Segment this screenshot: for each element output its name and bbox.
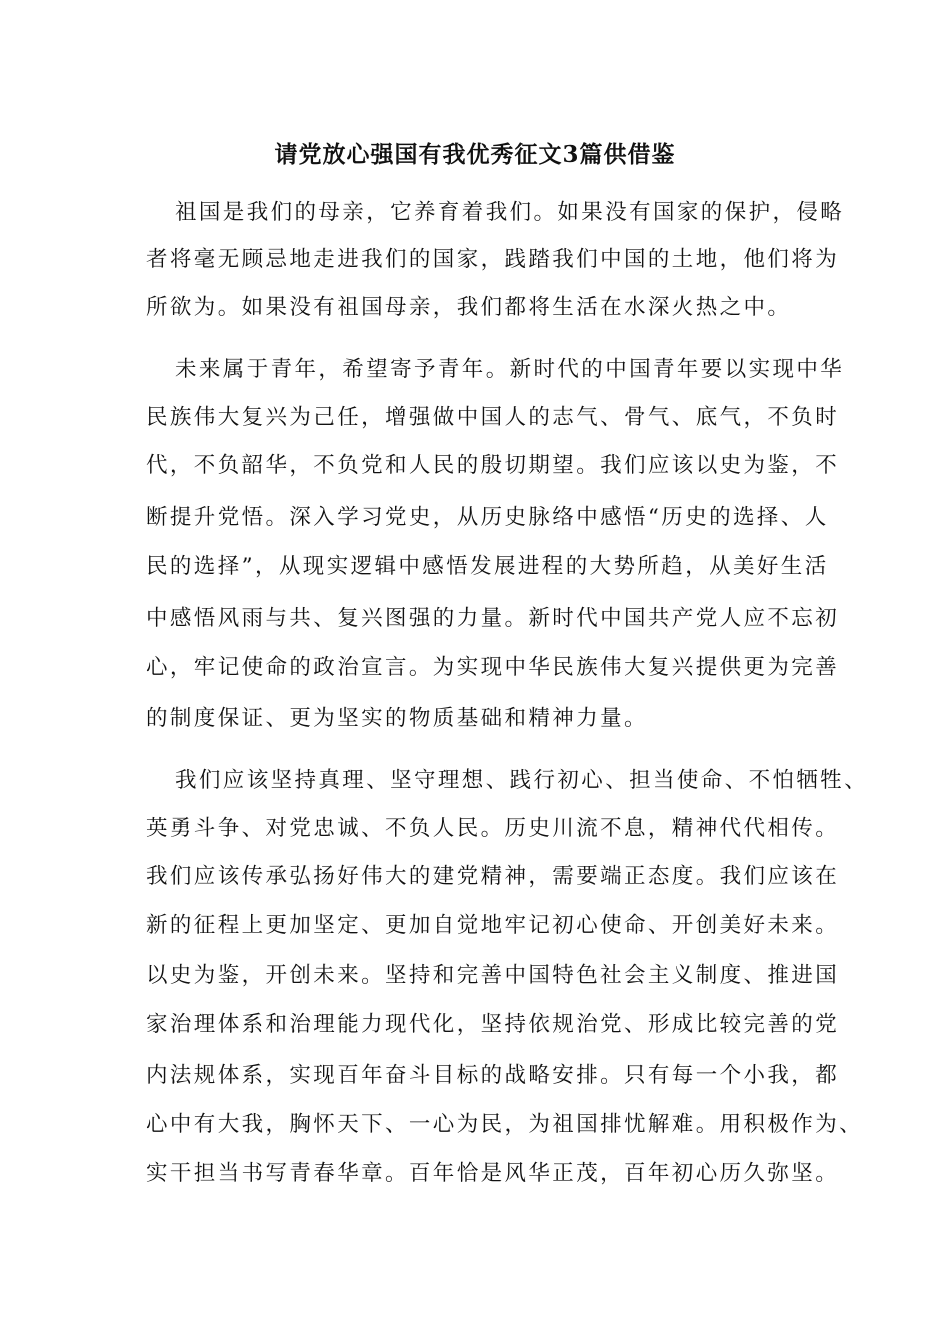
paragraph-2-line-6: 中感悟风雨与共、复兴图强的力量。新时代中国共产党人应不忘初	[146, 606, 840, 631]
paragraph-2-line-1: 未来属于青年，希望寄予青年。新时代的中国青年要以实现中华	[175, 357, 845, 382]
paragraph-3-line-2: 英勇斗争、对党忠诚、不负人民。历史川流不息，精神代代相传。	[146, 816, 840, 841]
paragraph-1-line-1: 祖国是我们的母亲，它养育着我们。如果没有国家的保护，侵略	[175, 200, 845, 225]
paragraph-3-line-3: 我们应该传承弘扬好伟大的建党精神，需要端正态度。我们应该在	[146, 864, 840, 889]
paragraph-1-line-2: 者将毫无顾忌地走进我们的国家，践踏我们中国的土地，他们将为	[146, 247, 840, 272]
paragraph-2-line-3: 代，不负韶华，不负党和人民的殷切期望。我们应该以史为鉴，不	[146, 453, 840, 478]
paragraph-3-line-1: 我们应该坚持真理、坚守理想、践行初心、担当使命、不怕牺牲、	[175, 768, 869, 793]
paragraph-2-line-7: 心，牢记使命的政治宣言。为实现中华民族伟大复兴提供更为完善	[146, 655, 840, 680]
document-title: 请党放心强国有我优秀征文3篇供借鉴	[274, 141, 676, 168]
paragraph-1-line-3: 所欲为。如果没有祖国母亲，我们都将生活在水深火热之中。	[146, 295, 792, 320]
paragraph-2-line-5: 民的选择”，从现实逻辑中感悟发展进程的大势所趋，从美好生活	[146, 554, 829, 579]
paragraph-3-line-9: 实干担当书写青春华章。百年恰是风华正茂，百年初心历久弥坚。	[146, 1161, 840, 1186]
paragraph-2-line-2: 民族伟大复兴为己任，增强做中国人的志气、骨气、底气，不负时	[146, 405, 840, 430]
paragraph-3-line-4: 新的征程上更加坚定、更加自觉地牢记初心使命、开创美好未来。	[146, 913, 840, 938]
paragraph-3-line-6: 家治理体系和治理能力现代化，坚持依规治党、形成比较完善的党	[146, 1012, 840, 1037]
paragraph-2-line-8: 的制度保证、更为坚实的物质基础和精神力量。	[146, 706, 648, 731]
paragraph-3-line-5: 以史为鉴，开创未来。坚持和完善中国特色社会主义制度、推进国	[146, 963, 840, 988]
paragraph-2-line-4: 断提升党悟。深入学习党史，从历史脉络中感悟“历史的选择、人	[146, 505, 829, 530]
paragraph-3-line-7: 内法规体系，实现百年奋斗目标的战略安排。只有每一个小我，都	[146, 1063, 840, 1088]
paragraph-3-line-8: 心中有大我，胸怀天下、一心为民，为祖国排忧解难。用积极作为、	[146, 1112, 864, 1137]
